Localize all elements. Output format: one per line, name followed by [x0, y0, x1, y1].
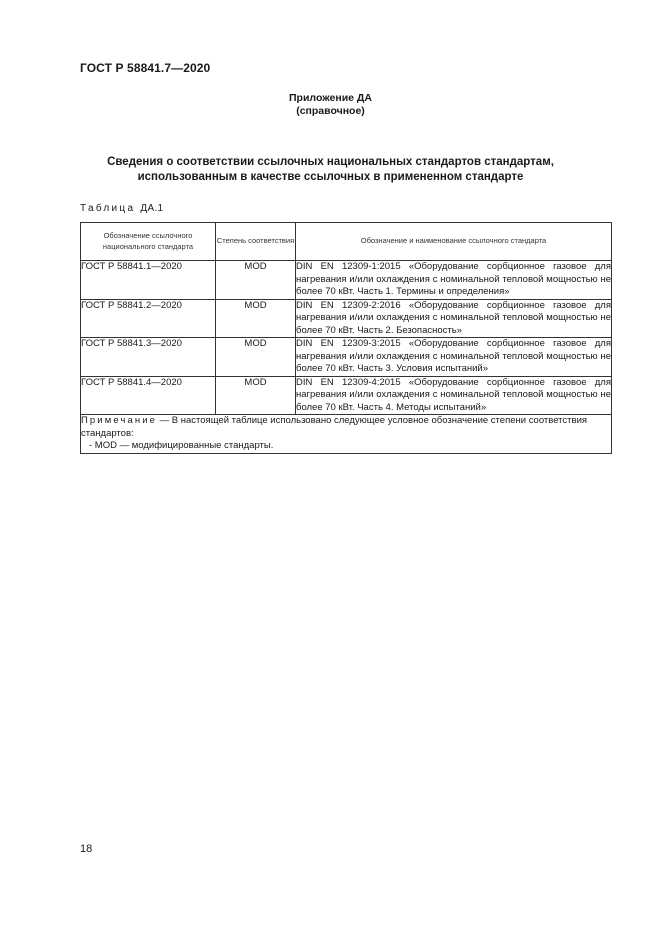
table-note	[81, 415, 612, 454]
header-degree: Степень соответствия	[216, 223, 296, 261]
table-header-row	[81, 223, 612, 261]
table-row	[81, 299, 612, 338]
note-label: Примечание	[81, 415, 157, 426]
cell-reference: DIN EN 12309-4:2015 «Оборудование сорбционное газовое для нагревания и/или охлаждения с номинальной тепловой мощностью не более 70 кВт. Часть 4. Методы испытаний»	[296, 376, 611, 413]
header-reference: Обозначение и наименование ссылочного стандарта	[296, 223, 612, 261]
cell-reference: DIN EN 12309-2:2016 «Оборудование сорбционное газовое для нагревания и/или охлаждения с номинальной тепловой мощностью не более 70 кВт. Часть 2. Безопасность»	[296, 299, 611, 336]
cell-degree: MOD	[216, 376, 296, 415]
cell-designation: ГОСТ Р 58841.1—2020	[81, 261, 216, 300]
cell-designation: ГОСТ Р 58841.3—2020	[81, 338, 216, 377]
section-title	[0, 155, 661, 185]
cell-degree: MOD	[216, 299, 296, 338]
correspondence-table	[80, 222, 612, 454]
table-note-row	[81, 415, 612, 454]
page-number: 18	[80, 843, 93, 855]
appendix-subtitle: (справочное)	[296, 105, 365, 117]
cell-reference: DIN EN 12309-3:2015 «Оборудование сорбционное газовое для нагревания и/или охлаждения с номинальной тепловой мощностью не более 70 кВт. Часть 3. Условия испытаний»	[296, 338, 611, 374]
cell-designation: ГОСТ Р 58841.4—2020	[81, 376, 216, 415]
table-row	[81, 376, 612, 415]
note-text: — В настоящей таблице использовано следующее условное обозначение степени соответствия стандартов:	[81, 415, 588, 439]
note-item: - MOD — модифицированные стандарты.	[89, 440, 274, 451]
cell-designation: ГОСТ Р 58841.2—2020	[81, 299, 216, 338]
appendix-title: Приложение ДА	[289, 92, 372, 104]
table-row	[81, 261, 612, 300]
cell-reference: DIN EN 12309-1:2015 «Оборудование сорбционное газовое для нагревания и/или охлаждения с номинальной тепловой мощностью не более 70 кВт. Часть 1. Термины и определения»	[296, 261, 611, 297]
cell-degree: MOD	[216, 338, 296, 377]
table-caption-number: ДА.1	[140, 203, 164, 214]
cell-degree: MOD	[216, 261, 296, 300]
table-row	[81, 338, 612, 377]
header-designation: Обозначение ссылочного национального стандарта	[81, 223, 216, 261]
table-caption-label: Таблица	[80, 203, 136, 214]
section-title-line: Сведения о соответствии ссылочных национальных стандартов стандартам,	[107, 156, 554, 168]
table-caption	[80, 203, 163, 214]
section-title-line: использованным в качестве ссылочных в примененном стандарте	[137, 171, 524, 183]
appendix-heading	[0, 92, 661, 118]
document-code: ГОСТ Р 58841.7—2020	[80, 61, 211, 75]
